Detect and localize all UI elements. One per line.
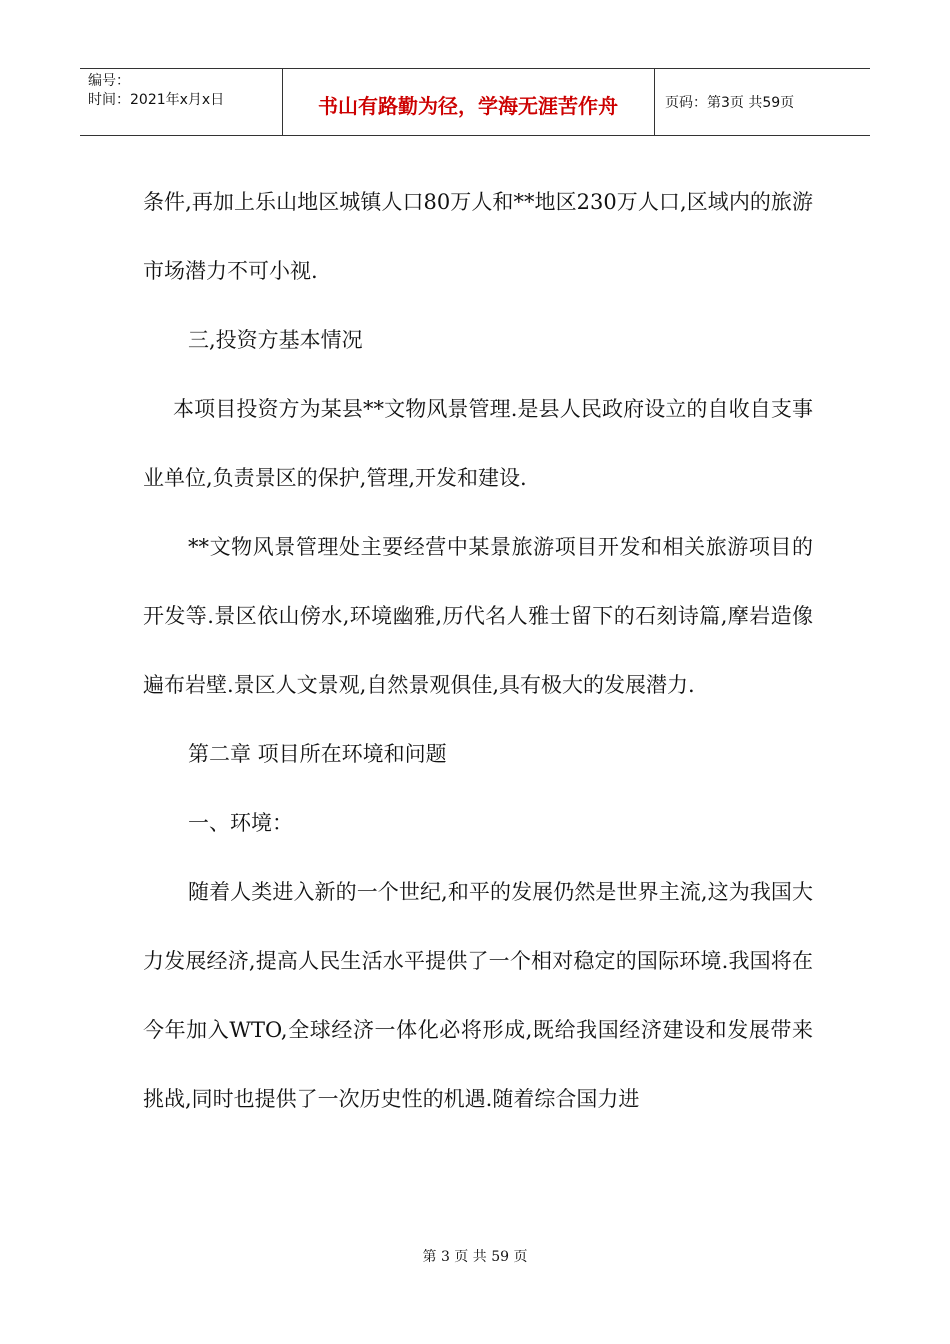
header-divider-right [654,68,655,136]
page-header [80,68,870,136]
header-top-rule [80,68,870,69]
paragraph-investor-intro: 本项目投资方为某县**文物风景管理.是县人民政府设立的自收自支事业单位,负责景区的保护,管理,开发和建设. [143,397,813,490]
header-motto: 书山有路勤为径，学海无涯苦作舟 [318,94,618,118]
paragraph-environment: 随着人类进入新的一个世纪,和平的发展仍然是世界主流,这为我国大力发展经济,提高人民生活水平提供了一个相对稳定的国际环境.我国将在今年加入WTO,全球经济一体化必将形成,既给我国经济建设和发展带来挑战,同时也提供了一次历史性的机遇.随着综合国力进 [143,880,813,1111]
document-body [143,168,813,1134]
header-bottom-rule [80,135,870,136]
chapter-heading: 第二章 项目所在环境和问题 [188,742,447,766]
header-meta [88,72,224,110]
document-time-label: 时间：2021年x月x日 [88,92,225,108]
subsection-heading-environment: 一、环境： [188,811,293,835]
section-heading-investor: 三,投资方基本情况 [188,328,363,352]
page-footer: 第 3 页 共 59 页 [422,1249,528,1265]
paragraph-management-office: **文物风景管理处主要经营中某景旅游项目开发和相关旅游项目的开发等.景区依山傍水,环境幽雅,历代名人雅士留下的石刻诗篇,摩岩造像遍布岩壁.景区人文景观,自然景观俱佳,具有极大的发展潜力. [143,535,813,697]
header-page-code: 页码：第3页 共59页 [665,95,795,111]
document-number-label: 编号： [88,73,130,89]
paragraph-continuation: 条件,再加上乐山地区城镇人口80万人和**地区230万人口,区域内的旅游市场潜力不可小视. [143,190,813,283]
